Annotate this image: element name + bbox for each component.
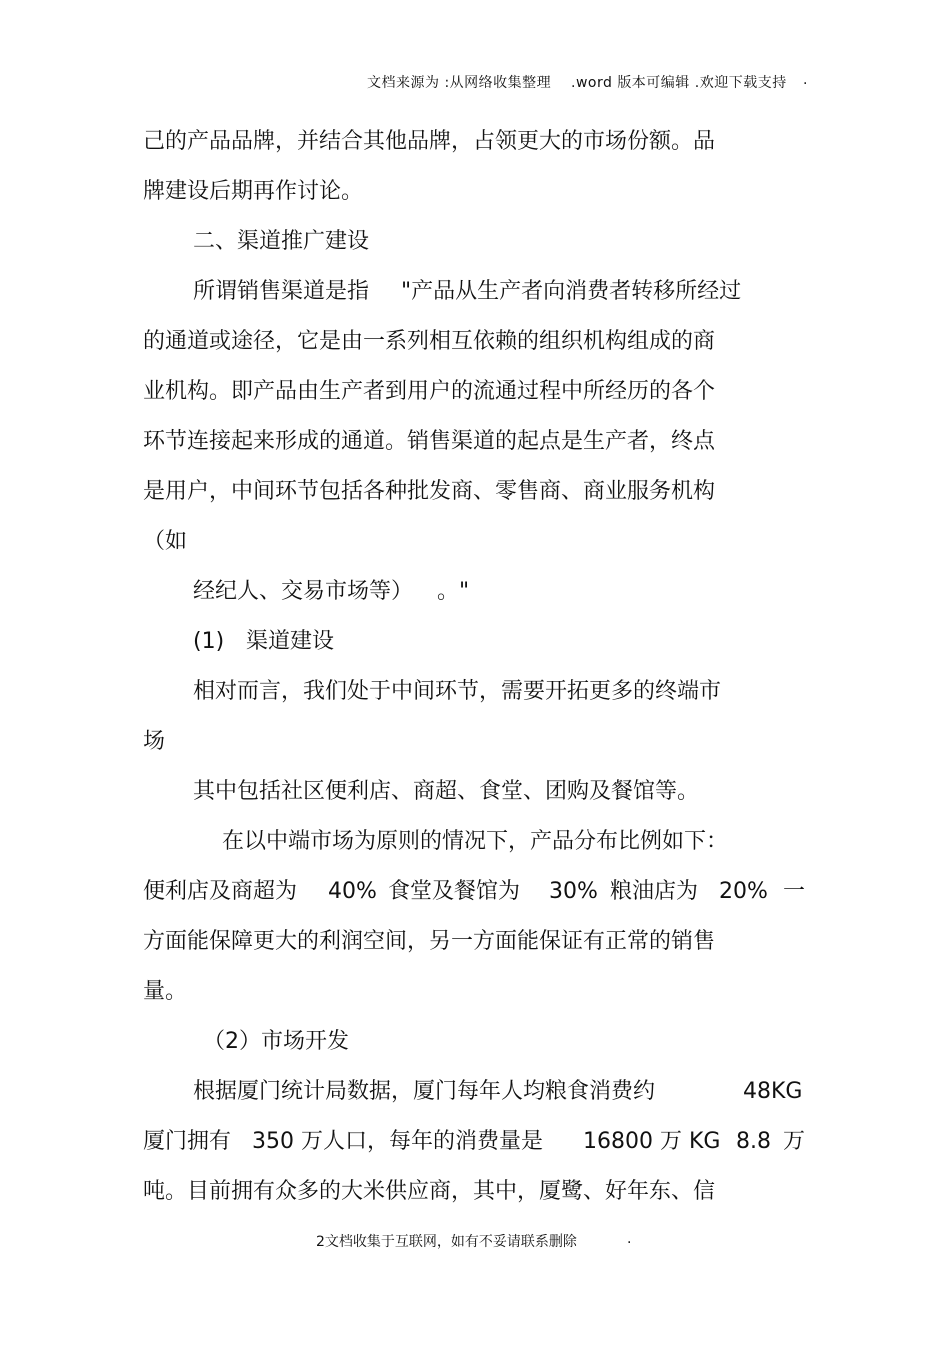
paragraph-line: 己的产品品牌，并结合其他品牌，占领更大的市场份额。品 [143,129,716,154]
text-segment: 。" [437,579,470,604]
percentage-value: 20% [719,879,768,904]
header-edit-text: .word 版本可编辑 .欢迎下载支持 [571,75,787,91]
paragraph-line: 在以中端市场为原则的情况下，产品分布比例如下： [222,829,729,854]
footer-dot: . [627,1231,632,1247]
subsection-number: (1) [193,629,225,654]
measurement-value: 48KG [743,1079,803,1104]
paragraph-line: 是用户，中间环节包括各种批发商、零售商、商业服务机构 [143,479,716,504]
paragraph-line: 的通道或途径，它是由一系列相互依赖的组织机构组成的商 [143,329,716,354]
paragraph-line: 其中包括社区便利店、商超、食堂、团购及餐馆等。 [193,779,700,804]
paragraph-line: 量。 [143,979,188,1004]
text-segment: 粮油店为 [610,879,699,904]
paragraph-line: 场 [143,729,166,754]
text-segment: 食堂及餐馆为 [388,879,521,904]
measurement-value: 8.8 [736,1129,771,1154]
text-segment: "产品从生产者向消费者转移所经过 [401,279,742,304]
header-source-text: 文档来源为 :从网络收集整理 [367,75,552,91]
text-segment: 便利店及商超为 [143,879,298,904]
paragraph-line: 吨。目前拥有众多的大米供应商，其中，厦鹭、好年东、信 [143,1179,716,1204]
paragraph-line: 相对而言，我们处于中间环节，需要开拓更多的终端市 [193,679,722,704]
header-dot: . [803,72,808,88]
paragraph-line: 牌建设后期再作讨论。 [143,179,364,204]
text-segment: 一 [783,879,806,904]
text-segment: 经纪人、交易市场等） [193,579,414,604]
measurement-value: 16800 万 KG [583,1129,721,1154]
paragraph-line: 方面能保障更大的利润空间，另一方面能保证有正常的销售 [143,929,716,954]
percentage-value: 30% [549,879,598,904]
text-segment: 所谓销售渠道是指 [193,279,370,304]
text-segment: 厦门拥有 [143,1129,232,1154]
section-heading: 二、渠道推广建设 [193,229,370,254]
paragraph-line: 环节连接起来形成的通道。销售渠道的起点是生产者，终点 [143,429,716,454]
percentage-value: 40% [328,879,377,904]
text-segment: 根据厦门统计局数据，厦门每年人均粮食消费约 [193,1079,656,1104]
subsection-title: 渠道建设 [246,629,335,654]
text-segment: 350 万人口，每年的消费量是 [252,1129,543,1154]
subsection-heading: （2）市场开发 [203,1029,349,1054]
paragraph-line: （如 [143,529,188,554]
paragraph-line: 业机构。即产品由生产者到用户的流通过程中所经历的各个 [143,379,716,404]
text-segment: 万 [783,1129,806,1154]
footer-text: 2文档收集于互联网，如有不妥请联系删除 [316,1234,577,1250]
